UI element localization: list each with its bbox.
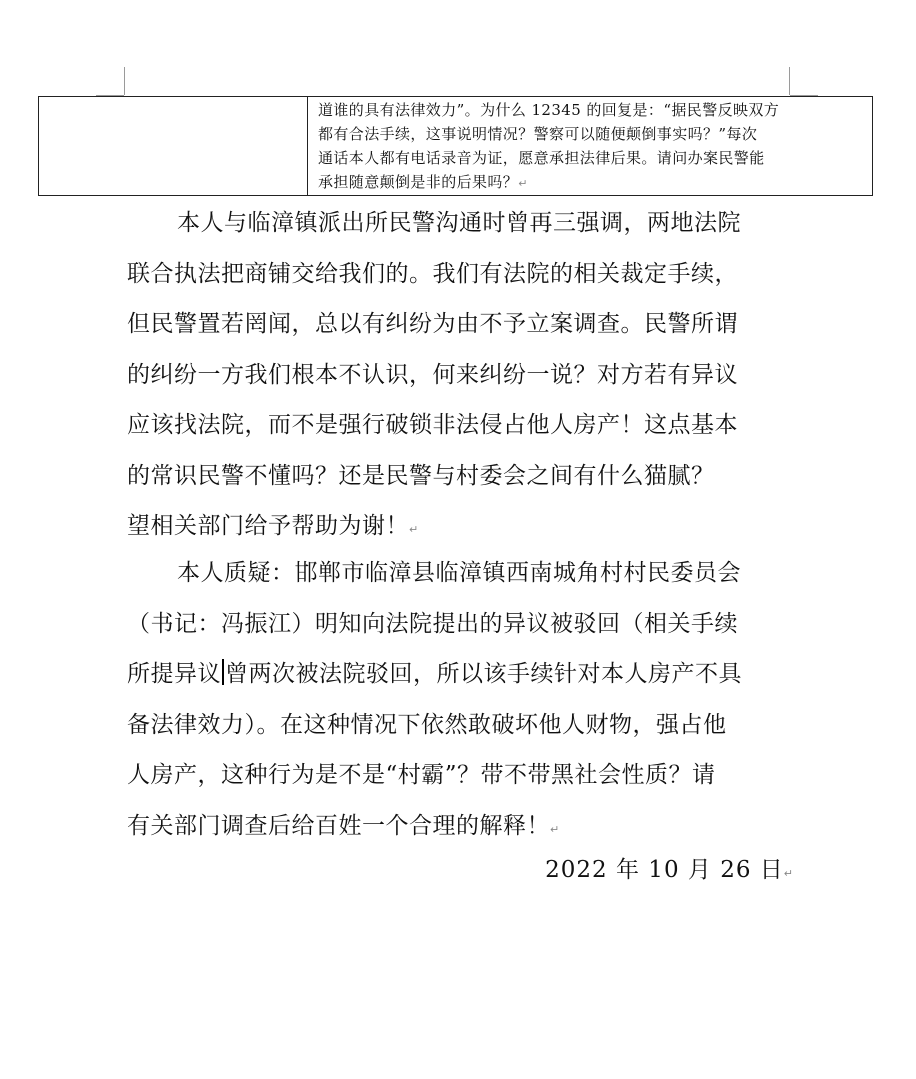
table-cell-line: 道谁的具有法律效力”。为什么 12345 的回复是：“据民警反映双方 [318, 101, 780, 119]
paragraph-line: 本人质疑：邯郸市临漳县临漳镇西南城角村村民委员会 [177, 560, 741, 586]
document-table [38, 96, 873, 196]
table-cell-line: 承担随意颠倒是非的后果吗？↵ [318, 173, 528, 191]
paragraph-mark-icon: ↵ [518, 177, 528, 190]
table-cell-line: 都有合法手续，这事说明情况？警察可以随便颠倒事实吗？”每次 [318, 125, 758, 143]
paragraph-line: 备法律效力）。在这种情况下依然敢破坏他人财物，强占他 [127, 711, 727, 738]
text-cursor [222, 659, 224, 685]
paragraph-line: 望相关部门给予帮助为谢！↵ [127, 513, 419, 539]
paragraph-mark-icon: ↵ [409, 523, 419, 536]
crop-mark-left-vertical [124, 67, 125, 95]
paragraph-line: 本人与临漳镇派出所民警沟通时曾再三强调，两地法院 [177, 210, 741, 236]
paragraph-mark-icon: ↵ [550, 822, 560, 836]
paragraph-line: 联合执法把商铺交给我们的。我们有法院的相关裁定手续， [127, 260, 738, 287]
paragraph-1[interactable] [127, 198, 792, 556]
table-cell-line: 通话本人都有电话录音为证，愿意承担法律后果。请问办案民警能 [318, 149, 765, 167]
crop-mark-right-vertical [789, 67, 790, 95]
paragraph-line: 但民警置若罔闻，总以有纠纷为由不予立案调查。民警所谓 [127, 311, 738, 337]
table-column-divider [307, 97, 308, 195]
paragraph-line: 有关部门调查后给百姓一个合理的解释！↵ [127, 812, 560, 839]
signature-date[interactable]: 2022 年 10 月 26 日↵ [545, 857, 793, 883]
paragraph-mark-icon: ↵ [783, 867, 793, 880]
paragraph-line: 所提异议 曾两次被法院驳回，所以该手续针对本人房产不具 [127, 661, 742, 687]
paragraph-line: 的纠纷一方我们根本不认识，何来纠纷一说？对方若有异议 [127, 361, 738, 388]
paragraph-line: （书记：冯振江）明知向法院提出的异议被驳回（相关手续 [127, 610, 738, 637]
paragraph-2[interactable] [127, 548, 792, 855]
table-cell-right[interactable] [318, 98, 868, 196]
paragraph-line: 的常识民警不懂吗？还是民警与村委会之间有什么猫腻？ [127, 462, 715, 489]
paragraph-line: 人房产，这种行为是不是“村霸”？带不带黑社会性质？请 [127, 762, 716, 788]
paragraph-line: 应该找法院，而不是强行破锁非法侵占他人房产！这点基本 [127, 412, 738, 438]
